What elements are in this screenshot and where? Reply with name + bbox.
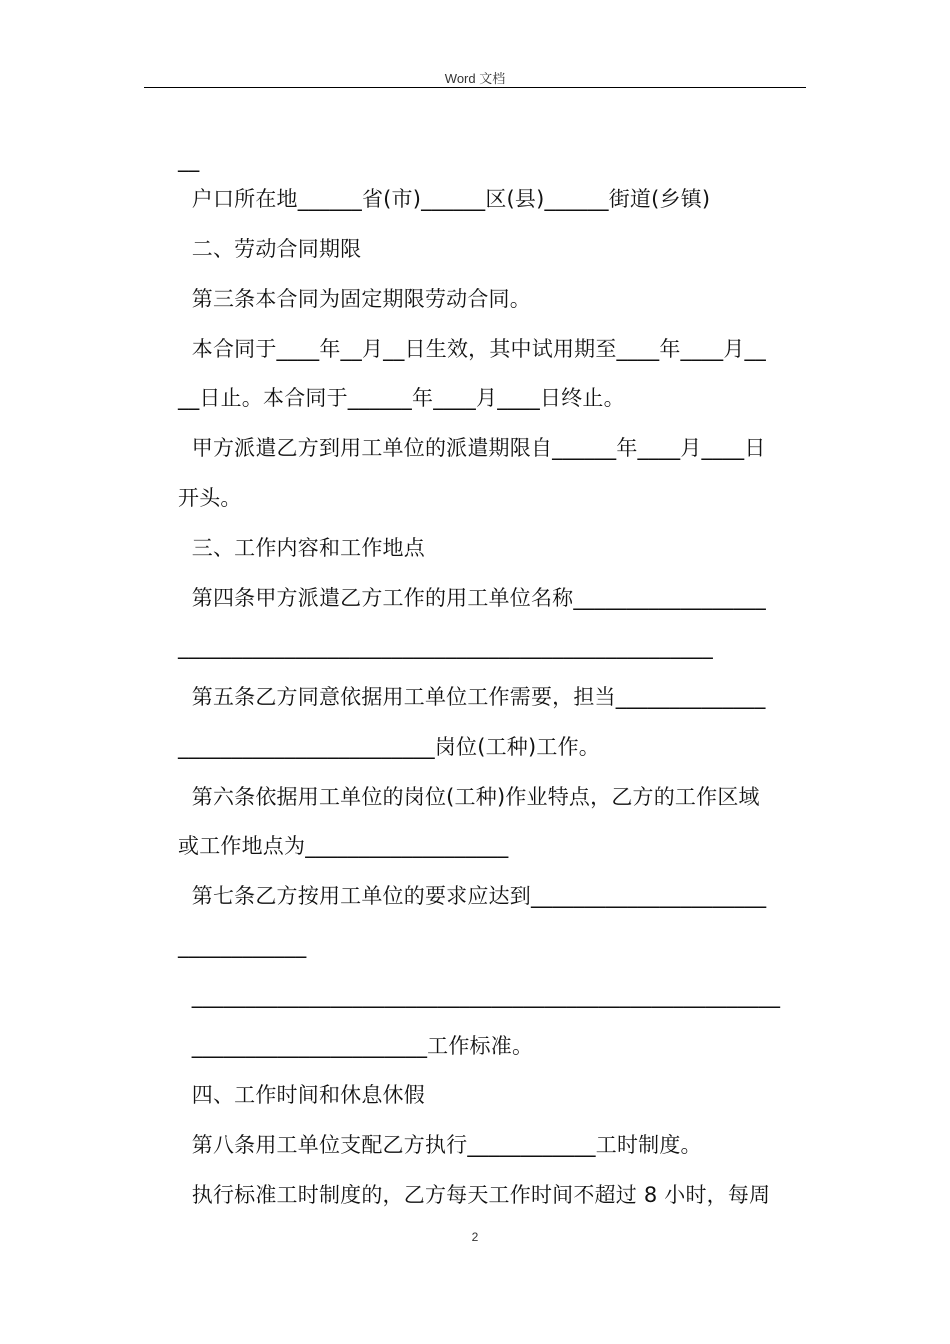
text-line: ________________________岗位(工种)工作。 <box>178 735 600 759</box>
section-heading: 四、工作时间和休息休假 <box>178 1083 425 1107</box>
page-header-title: Word 文档 <box>444 71 506 86</box>
text-line: 第五条乙方同意依据用工单位工作需要，担当______________ <box>178 685 766 709</box>
text-line: 第八条用工单位支配乙方执行____________工时制度。 <box>178 1133 702 1157</box>
text-line: __ <box>178 148 200 172</box>
section-heading: 二、劳动合同期限 <box>178 237 362 261</box>
text-line: 第七条乙方按用工单位的要求应达到______________________ <box>178 884 767 908</box>
text-line: 户口所在地______省(市)______区(县)______街道(乡镇) <box>178 187 711 211</box>
page-number: 2 <box>471 1230 479 1244</box>
text-line: 第四条甲方派遣乙方工作的用工单位名称__________________ <box>178 586 766 610</box>
text-line: 开头。 <box>178 486 242 510</box>
text-line: __________________________________________________ <box>178 635 713 659</box>
text-line: 执行标准工时制度的，乙方每天工作时间不超过 8 小时，每周 <box>178 1183 771 1207</box>
text-line: 本合同于____年__月__日生效，其中试用期至____年____月__ <box>178 337 766 361</box>
text-line: _______________________________________________________ <box>178 984 781 1008</box>
text-line: ______________________工作标准。 <box>178 1034 534 1058</box>
text-line: ____________ <box>178 934 307 958</box>
text-line: 第六条依据用工单位的岗位(工种)作业特点，乙方的工作区域 <box>178 785 760 809</box>
section-heading: 三、工作内容和工作地点 <box>178 536 425 560</box>
text-line: 第三条本合同为固定期限劳动合同。 <box>178 287 531 311</box>
text-line: 甲方派遣乙方到用工单位的派遣期限自______年____月____日 <box>178 436 766 460</box>
text-line: 或工作地点为___________________ <box>178 834 509 858</box>
text-line: __日止。本合同于______年____月____日终止。 <box>178 386 625 410</box>
header-divider <box>144 87 806 88</box>
